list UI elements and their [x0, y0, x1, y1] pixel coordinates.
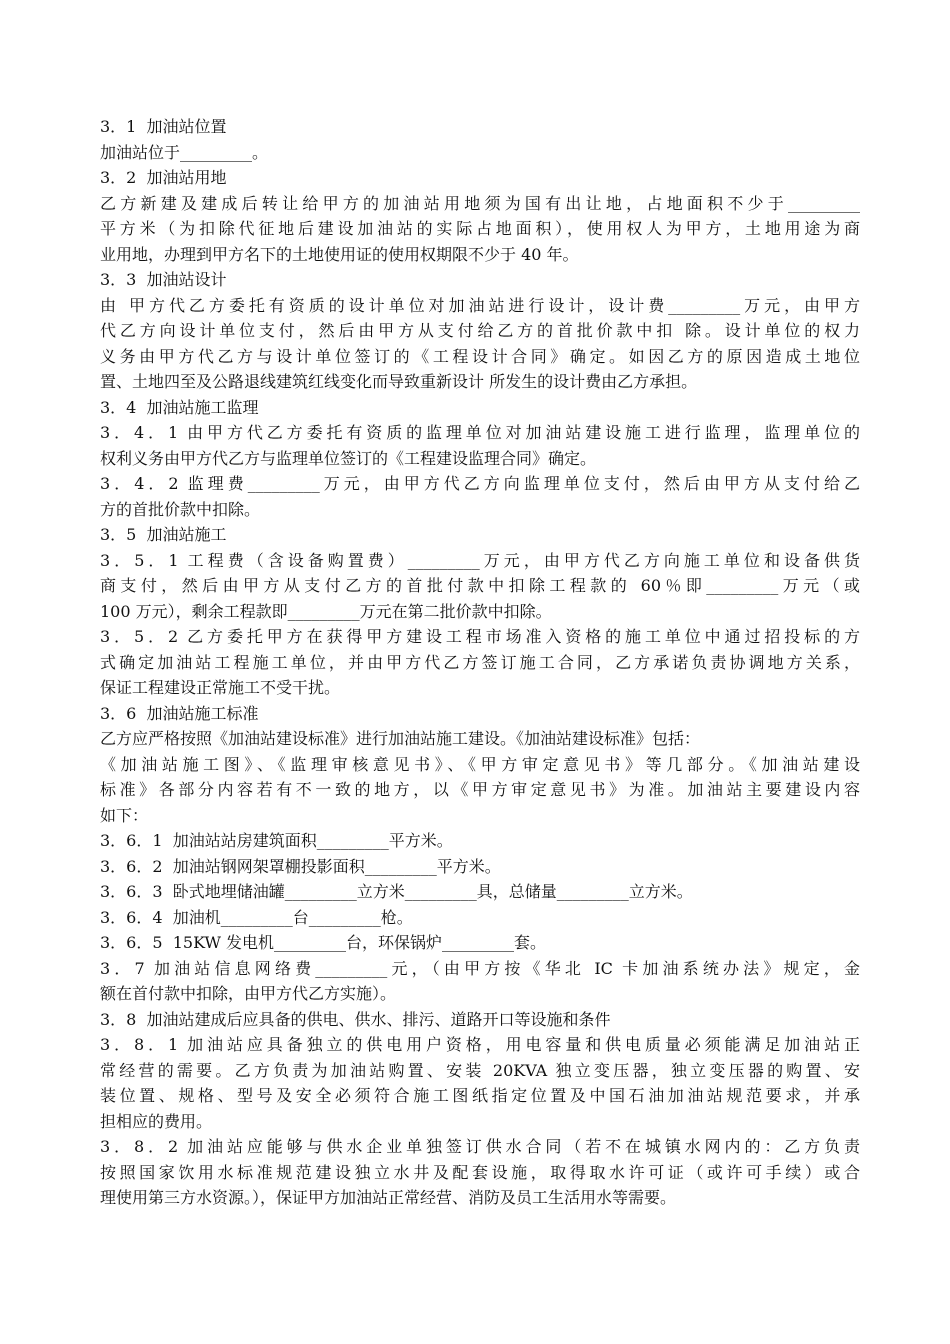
- document-line: 3．6．1 加油站站房建筑面积_________平方米。: [100, 831, 453, 850]
- document-line: 业用地，办理到甲方名下的土地使用证的使用权期限不少于 40 年。: [100, 244, 579, 264]
- document-line: 3．8 加油站建成后应具备的供电、供水、排污、道路开口等设施和条件: [100, 1009, 611, 1029]
- document-line: 标准》各部分内容若有不一致的地方，以《甲方审定意见书》为准。加油站主要建设内容: [100, 780, 860, 799]
- document-line: 义务由甲方代乙方与设计单位签订的《工程设计合同》确定。如因乙方的原因造成土地位: [100, 346, 860, 366]
- document-line: 理使用第三方水资源。），保证甲方加油站正常经营、消防及员工生活用水等需要。: [100, 1188, 677, 1207]
- document-line: 3．6．2 加油站钢网架罩棚投影面积_________平方米。: [100, 856, 501, 876]
- document-line: 3．5．2 乙方委托甲方在获得甲方建设工程市场准入资格的施工单位中通过招投标的方: [100, 627, 860, 646]
- document-line: 按照国家饮用水标准规范建设独立水井及配套设施，取得取水许可证（或许可手续）或合: [100, 1162, 860, 1182]
- document-line: 置、土地四至及公路退线建筑红线变化而导致重新设计 所发生的设计费由乙方承担。: [100, 372, 698, 391]
- document-line: 权利义务由甲方代乙方与监理单位签订的《工程建设监理合同》确定。: [100, 448, 597, 468]
- document-line: 3．4．1 由甲方代乙方委托有资质的监理单位对加油站建设施工进行监理，监理单位的: [100, 423, 860, 442]
- document-line: 3．4 加油站施工监理: [100, 397, 259, 417]
- document-line: 3．8．2 加油站应能够与供水企业单独签订供水合同（若不在城镇水网内的：乙方负责: [100, 1137, 860, 1156]
- document-line: 如下：: [100, 805, 149, 825]
- document-line: 式确定加油站工程施工单位，并由甲方代乙方签订施工合同，乙方承诺负责协调地方关系，: [100, 652, 860, 672]
- document-line: 3．1 加油站位置: [100, 117, 227, 136]
- document-line: 3．6．5 15KW 发电机_________台，环保锅炉_________套。: [100, 933, 546, 952]
- document-line: 3．5．1 工程费（含设备购置费）_________万元，由甲方代乙方向施工单位和设备供货: [100, 550, 860, 570]
- document-line: 3．8．1 加油站应具备独立的供电用户资格，用电容量和供电质量必须能满足加油站正: [100, 1035, 860, 1054]
- document-line: 3．3 加油站设计: [100, 270, 227, 289]
- document-line: 代乙方向设计单位支付，然后由甲方从支付给乙方的首批价款中扣 除。设计单位的权力: [100, 321, 860, 340]
- document-line: 保证工程建设正常施工不受干扰。: [100, 678, 341, 697]
- document-line: 乙方应严格按照《加油站建设标准》进行加油站施工建设。《加油站建设标准》包括：: [100, 729, 701, 748]
- document-line: 《加油站施工图》、《监理审核意见书》、《甲方审定意见书》等几部分。《加油站建设: [100, 754, 860, 774]
- document-line: 常经营的需要。乙方负责为加油站购置、安装 20KVA 独立变压器，独立变压器的购置、安: [100, 1060, 860, 1080]
- document-line: 由 甲方代乙方委托有资质的设计单位对加油站进行设计，设计费_________万元，由甲方: [100, 295, 860, 315]
- document-line: 100 万元），剩余工程款即_________万元在第二批价款中扣除。: [100, 601, 552, 621]
- document-line: 担相应的费用。: [100, 1111, 213, 1131]
- document-line: 3．4．2 监理费_________万元，由甲方代乙方向监理单位支付，然后由甲方从支付给乙: [100, 474, 860, 493]
- document-line: 3．6 加油站施工标准: [100, 703, 259, 723]
- document-line: 商支付，然后由甲方从支付乙方的首批付款中扣除工程款的 60％即_________万元（或: [100, 576, 860, 595]
- document-line: 平方米（为扣除代征地后建设加油站的实际占地面积），使用权人为甲方，土地用途为商: [100, 219, 860, 238]
- document-line: 3．6．3 卧式地埋储油罐_________立方米_________具，总储量_________立方米。: [100, 882, 693, 901]
- document-line: 3．2 加油站用地: [100, 168, 227, 187]
- document-line: 3．6．4 加油机_________台_________枪。: [100, 907, 413, 927]
- document-line: 3．5 加油站施工: [100, 525, 227, 544]
- document-line: 加油站位于_________。: [100, 142, 269, 162]
- document-line: 额在首付款中扣除，由甲方代乙方实施）。: [100, 984, 397, 1003]
- document-line: 3．7 加油站信息网络费_________元，（由甲方按《华北 IC 卡加油系统办法》规定，金: [100, 958, 860, 978]
- document-line: 乙方新建及建成后转让给甲方的加油站用地须为国有出让地，占地面积不少于_________: [100, 193, 860, 213]
- document-line: 装位置、规格、型号及安全必须符合施工图纸指定位置及中国石油加油站规范要求，并承: [100, 1086, 860, 1105]
- document-page: [100, 114, 860, 1211]
- document-line: 方的首批价款中扣除。: [100, 499, 261, 519]
